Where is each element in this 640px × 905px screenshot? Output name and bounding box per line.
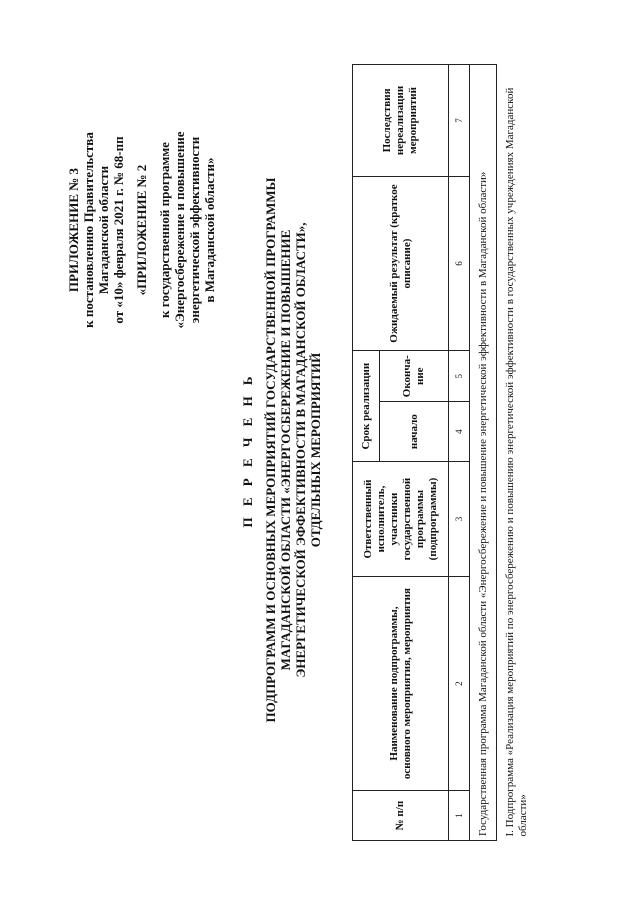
title-line: ОТДЕЛЬНЫХ МЕРОПРИЯТИЙ [308,352,323,548]
header-cell-name: Наименование подпрограммы, основного мероприятия, мероприятия [353,576,449,790]
appendix-title: ПРИЛОЖЕНИЕ № 3 [66,167,81,293]
header-cell-number: № п/п [353,791,449,841]
title-line: ПОДПРОГРАММ И ОСНОВНЫХ МЕРОПРИЯТИЙ ГОСУДАРСТВЕННОЙ ПРОГРАММЫ [263,177,278,723]
table-row [497,65,538,841]
appendix-subtitle: «ПРИЛОЖЕНИЕ № 2 [134,164,149,296]
header-cell-start: начало [380,402,449,462]
header-cell-responsible: Ответственный исполнитель, участники государственной программы (подпрограммы) [353,462,449,577]
column-number: 5 [449,351,470,402]
column-number: 2 [449,576,470,790]
table-header-row [353,65,380,841]
appendix-line: к постановлению Правительства [81,132,96,328]
appendix-line: от «10» февраля 2021 г. № 68-пп [111,136,126,324]
title-spaced: П Е Р Е Ч Е Н Ь [240,372,255,528]
column-number: 6 [449,176,470,350]
title-line: МАГАДАНСКОЙ ОБЛАСТИ «ЭНЕРГОСБЕРЕЖЕНИЕ И ПОВЫШЕНИЕ [278,229,293,671]
column-number: 1 [449,791,470,841]
title-line: ЭНЕРГЕТИЧЕСКОЙ ЭФФЕКТИВНОСТИ В МАГАДАНСКОЙ ОБЛАСТИ», [293,222,308,678]
appendix-line: Магаданской области [96,165,111,295]
appendix-header [66,65,217,395]
document-title [240,170,323,730]
column-number: 3 [449,462,470,577]
table-row [470,65,497,841]
column-number: 7 [449,65,470,177]
appendix-line: «Энергосбережение и повышение [172,131,187,329]
appendix-line: энергетической эффективности [187,136,202,324]
column-number: 4 [449,402,470,462]
header-cell-term: Срок реализации [353,351,380,462]
header-cell-consequences: Последствия нереализации мероприятий [353,65,449,177]
header-cell-end: Оконча-ние [380,351,449,402]
appendix-line: к государственной программе [157,142,172,318]
column-number-row [449,65,470,841]
measures-table [352,64,537,841]
appendix-line: в Магаданской области» [202,157,217,303]
program-row-text: Государственная программа Магаданской области «Энергосбережение и повышение энергетической эффективности в Магаданской области» [470,65,497,841]
subprogram-row-text: I. Подпрограмма «Реализация мероприятий по энергосбережению и повышению энергетической эффективности в государственных учреждениях Магаданской области» [497,65,538,841]
header-cell-result: Ожидаемый результат (краткое описание) [353,176,449,350]
